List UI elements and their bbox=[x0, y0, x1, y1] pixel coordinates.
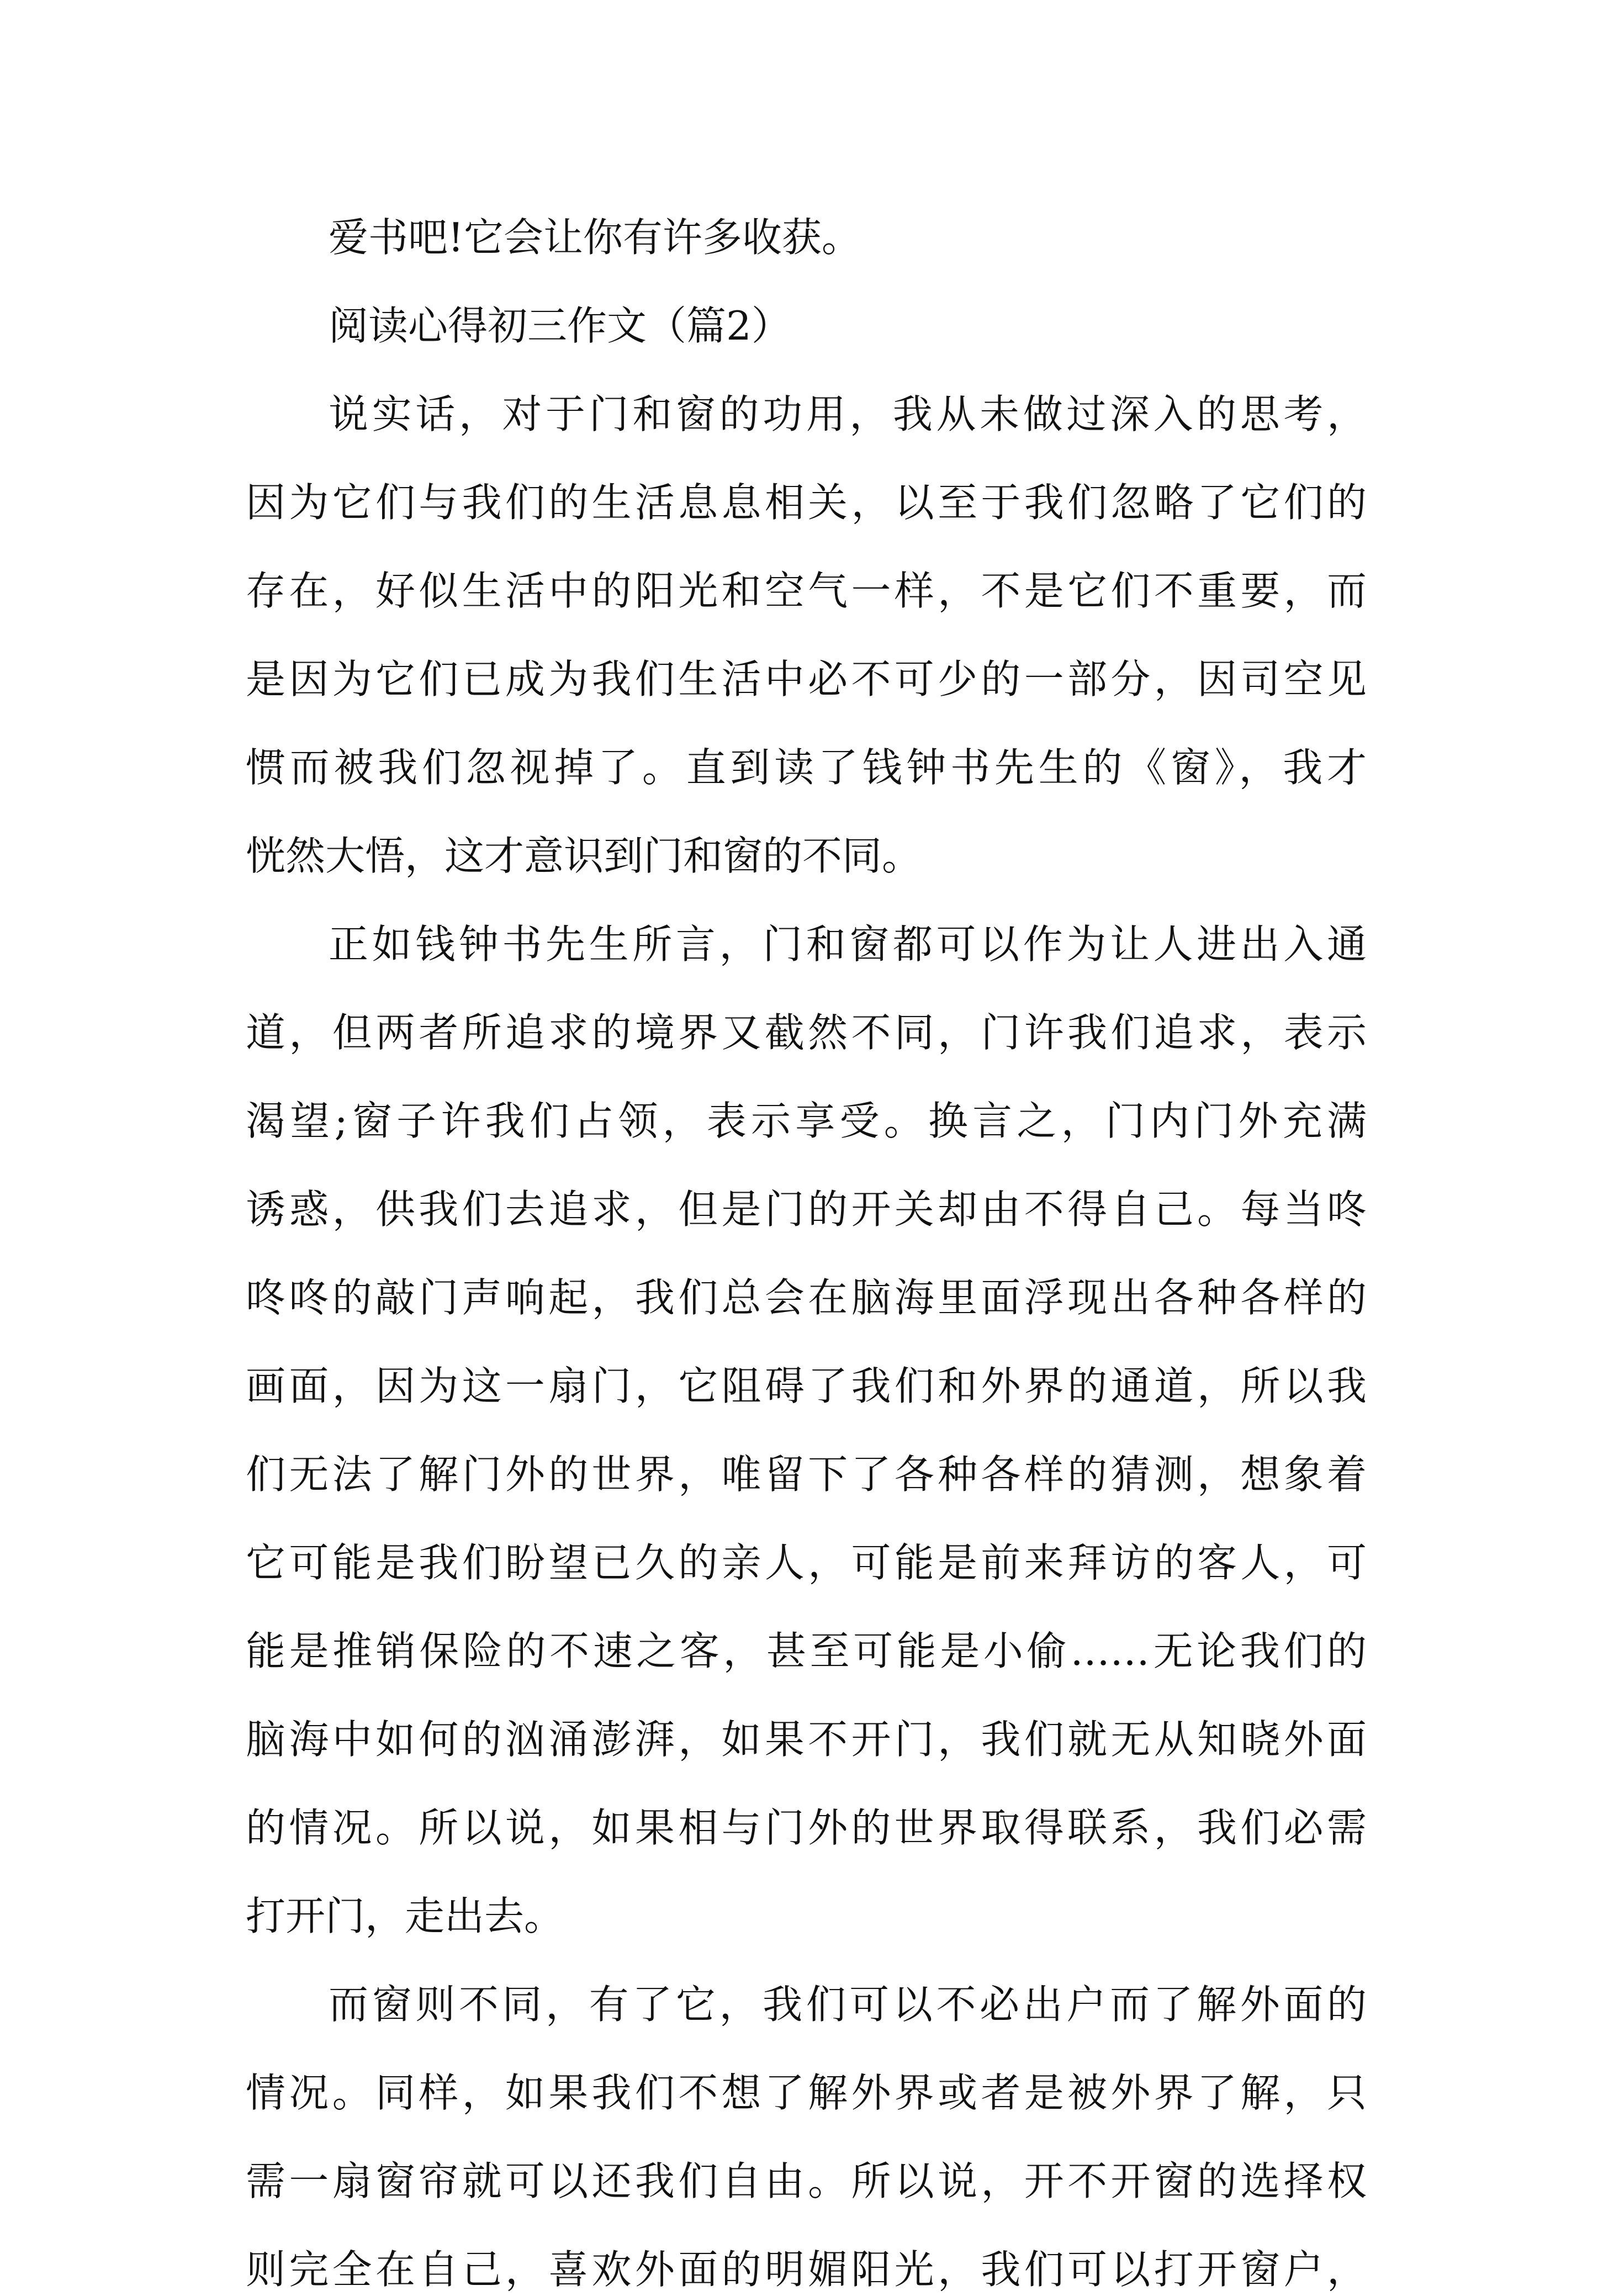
paragraph-2-line-2: 道，但两者所追求的境界又截然不同，门许我们追求，表示 bbox=[246, 1009, 1367, 1056]
paragraph-1-line-3: 存在，好似生活中的阳光和空气一样，不是它们不重要，而 bbox=[246, 568, 1367, 614]
paragraph-1-line-6: 恍然大悟，这才意识到门和窗的不同。 bbox=[246, 833, 922, 879]
paragraph-1-line-5: 惯而被我们忽视掉了。直到读了钱钟书先生的《窗》，我才 bbox=[246, 744, 1367, 791]
paragraph-1-line-4: 是因为它们已成为我们生活中必不可少的一部分，因司空见 bbox=[246, 656, 1367, 702]
paragraph-3-line-2: 情况。同样，如果我们不想了解外界或者是被外界了解，只 bbox=[246, 2070, 1367, 2116]
paragraph-2-line-11: 的情况。所以说，如果相与门外的世界取得联系，我们必需 bbox=[246, 1805, 1367, 1851]
paragraph-2-line-12: 打开门，走出去。 bbox=[246, 1893, 564, 1939]
text-line-closing: 爱书吧!它会让你有许多收获。 bbox=[329, 214, 861, 261]
section-heading: 阅读心得初三作文（篇2） bbox=[329, 303, 791, 349]
paragraph-2-line-3: 渴望;窗子许我们占领，表示享受。换言之，门内门外充满 bbox=[246, 1098, 1367, 1144]
paragraph-3-line-3: 需一扇窗帘就可以还我们自由。所以说，开不开窗的选择权 bbox=[246, 2158, 1367, 2204]
paragraph-2-line-7: 们无法了解门外的世界，唯留下了各种各样的猜测，想象着 bbox=[246, 1451, 1367, 1498]
paragraph-3-line-1: 而窗则不同，有了它，我们可以不必出户而了解外面的 bbox=[329, 1981, 1367, 2028]
paragraph-1-line-2: 因为它们与我们的生活息息相关，以至于我们忽略了它们的 bbox=[246, 479, 1367, 526]
paragraph-2-line-6: 画面，因为这一扇门，它阻碍了我们和外界的通道，所以我 bbox=[246, 1363, 1367, 1409]
paragraph-1-line-1: 说实话，对于门和窗的功用，我从未做过深入的思考， bbox=[329, 391, 1367, 437]
paragraph-2-line-8: 它可能是我们盼望已久的亲人，可能是前来拜访的客人，可 bbox=[246, 1540, 1367, 1586]
paragraph-2-line-10: 脑海中如何的汹涌澎湃，如果不开门，我们就无从知晓外面 bbox=[246, 1716, 1367, 1763]
paragraph-2-line-1: 正如钱钟书先生所言，门和窗都可以作为让人进出入通 bbox=[329, 921, 1367, 967]
paragraph-2-line-4: 诱惑，供我们去追求，但是门的开关却由不得自己。每当咚 bbox=[246, 1186, 1367, 1232]
paragraph-2-line-5: 咚咚的敲门声响起，我们总会在脑海里面浮现出各种各样的 bbox=[246, 1274, 1367, 1321]
paragraph-3-line-4: 则完全在自己，喜欢外面的明媚阳光，我们可以打开窗户， bbox=[246, 2246, 1367, 2293]
paragraph-2-line-9: 能是推销保险的不速之客，甚至可能是小偷……无论我们的 bbox=[246, 1628, 1367, 1674]
